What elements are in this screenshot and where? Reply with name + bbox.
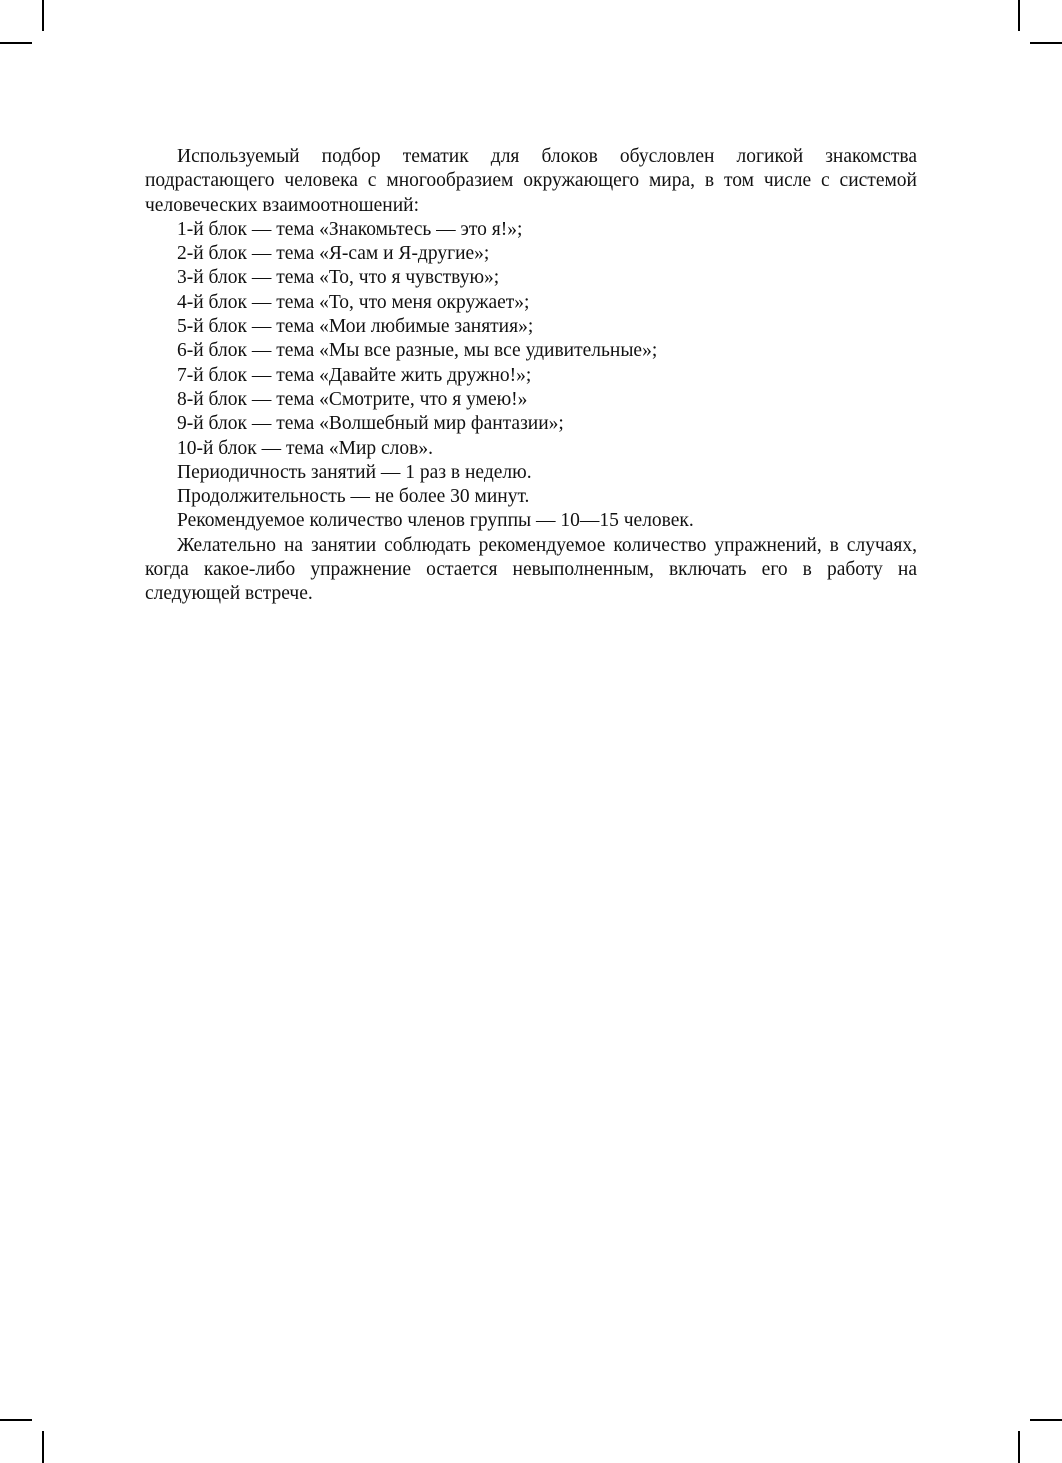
- crop-mark-bottom-left-vertical: [42, 1431, 44, 1463]
- crop-mark-bottom-right-vertical: [1018, 1431, 1020, 1463]
- block-item: 2-й блок — тема «Я-сам и Я-другие»;: [177, 243, 490, 265]
- block-item: 3-й блок — тема «То, что я чувствую»;: [177, 267, 500, 289]
- crop-mark-bottom-left-horizontal: [0, 1419, 32, 1421]
- block-item: 8-й блок — тема «Смотрите, что я умею!»: [177, 388, 528, 410]
- periodicity-paragraph: Периодичность занятий — 1 раз в неделю.: [177, 461, 532, 483]
- intro-paragraph: Используемый подбор тематик для блоков обусловлен логикой знакомства подрастающего человека с многообразием окружающего мира, в том числе с системой человеческих взаимоотношений:: [145, 146, 917, 216]
- duration-paragraph: Продолжительность — не более 30 минут.: [177, 486, 530, 508]
- block-item: 7-й блок — тема «Давайте жить дружно!»;: [177, 364, 532, 386]
- block-item: 4-й блок — тема «То, что меня окружает»;: [177, 291, 530, 313]
- recommendation-paragraph: Желательно на занятии соблюдать рекомендуемое количество упражнений, в случаях, когда какое-либо упражнение остается невыполненным, включать его в работу на следующей встрече.: [145, 534, 917, 605]
- crop-mark-top-left-vertical: [42, 0, 44, 31]
- block-item: 9-й блок — тема «Волшебный мир фантазии»;: [177, 413, 564, 435]
- block-item: 6-й блок — тема «Мы все разные, мы все удивительные»;: [177, 340, 658, 362]
- crop-mark-top-right-horizontal: [1030, 42, 1062, 44]
- crop-mark-bottom-right-horizontal: [1030, 1419, 1062, 1421]
- block-item: 10-й блок — тема «Мир слов».: [177, 437, 433, 459]
- crop-mark-top-left-horizontal: [0, 42, 32, 44]
- group-size-paragraph: Рекомендуемое количество членов группы — 10—15 человек.: [177, 510, 694, 532]
- block-item: 1-й блок — тема «Знакомьтесь — это я!»;: [177, 218, 523, 240]
- block-item: 5-й блок — тема «Мои любимые занятия»;: [177, 316, 534, 338]
- crop-mark-top-right-vertical: [1018, 0, 1020, 31]
- page-body: [145, 145, 917, 607]
